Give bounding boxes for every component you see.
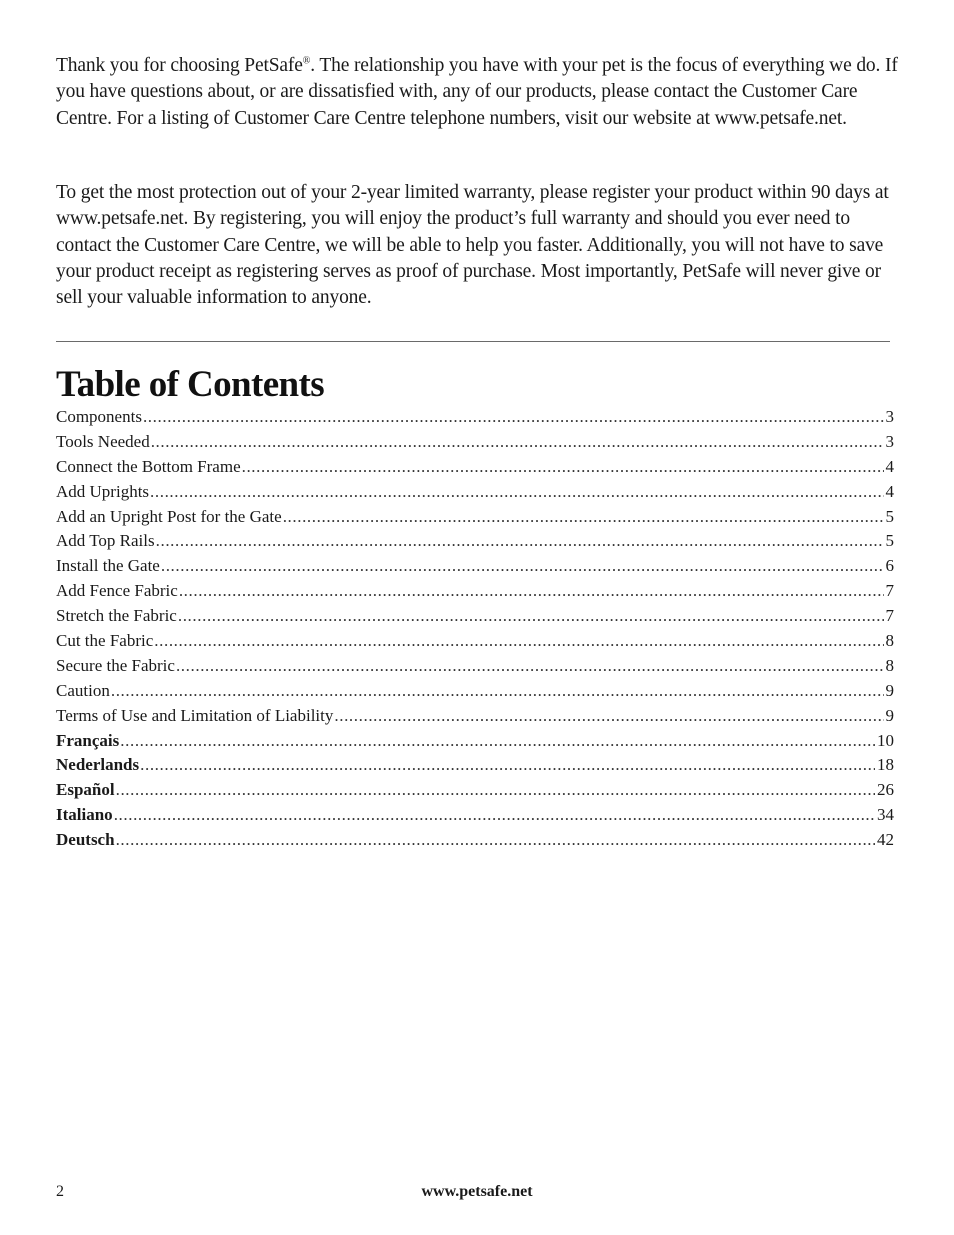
toc-dot-leader bbox=[143, 405, 884, 430]
toc-entry bbox=[56, 778, 894, 803]
toc-list bbox=[56, 405, 894, 853]
toc-dot-leader bbox=[151, 430, 884, 455]
footer-page-number: 2 bbox=[56, 1183, 64, 1200]
toc-dot-leader bbox=[150, 480, 883, 505]
toc-entry bbox=[56, 828, 894, 853]
intro-paragraph-2: To get the most protection out of your 2-year limited warranty, please register your product within 90 days at www.petsafe.net. By registering, you will enjoy the product’s full warranty and should you ever need to contact the Customer Care Centre, we will be able to help you faster. Additionally, you will not have to save your product receipt as registering serves as proof of purchase. Most importantly, PetSafe will never give or sell your valuable information to anyone. bbox=[56, 182, 889, 309]
toc-entry bbox=[56, 505, 894, 530]
toc-entry bbox=[56, 729, 894, 754]
toc-entry-label: Nederlands bbox=[56, 755, 140, 775]
toc-entry-page: 9 bbox=[885, 705, 894, 725]
toc-dot-leader bbox=[116, 828, 875, 853]
toc-entry-page: 34 bbox=[877, 805, 894, 825]
toc-entry bbox=[56, 803, 894, 828]
toc-entry-page: 18 bbox=[877, 755, 894, 775]
toc-entry-page: 3 bbox=[885, 431, 894, 451]
intro-paragraph-1 bbox=[56, 53, 902, 132]
toc-entry bbox=[56, 704, 894, 729]
toc-dot-leader bbox=[140, 753, 875, 778]
toc-entry-page: 26 bbox=[877, 780, 894, 800]
toc-entry bbox=[56, 604, 894, 629]
toc-entry-page: 42 bbox=[877, 830, 894, 850]
toc-entry bbox=[56, 455, 894, 480]
toc-entry-page: 8 bbox=[885, 631, 894, 651]
toc-entry-label: Secure the Fabric bbox=[56, 655, 175, 675]
toc-entry bbox=[56, 629, 894, 654]
toc-dot-leader bbox=[116, 778, 875, 803]
toc-dot-leader bbox=[120, 729, 875, 754]
toc-dot-leader bbox=[161, 554, 884, 579]
toc-entry-page: 5 bbox=[885, 506, 894, 526]
toc-entry-label: Add Uprights bbox=[56, 481, 150, 501]
toc-entry-page: 7 bbox=[885, 606, 894, 626]
toc-dot-leader bbox=[114, 803, 875, 828]
intro-paragraph-1-start: Thank you for choosing PetSafe bbox=[56, 55, 303, 76]
toc-entry-label: Connect the Bottom Frame bbox=[56, 456, 241, 476]
toc-dot-leader bbox=[242, 455, 884, 480]
registered-mark: ® bbox=[302, 55, 311, 67]
toc-entry bbox=[56, 753, 894, 778]
toc-entry-label: Caution bbox=[56, 680, 110, 700]
intro-paragraph-1-rest: . The relationship you have with your pet is the focus of everything we do. If you have questions about, or are dissatisfied with, any of our products, please contact the Customer Care Centre. For a listing of Customer Care Centre telephone numbers, visit our website at www.petsafe.net. bbox=[56, 55, 898, 129]
toc-dot-leader bbox=[179, 579, 884, 604]
toc-entry-label: Deutsch bbox=[56, 830, 115, 850]
toc-entry-label: Tools Needed bbox=[56, 431, 150, 451]
toc-entry-label: Español bbox=[56, 780, 115, 800]
toc-entry-page: 10 bbox=[877, 730, 894, 750]
toc-title: Table of Contents bbox=[56, 364, 325, 405]
toc-entry-label: Install the Gate bbox=[56, 556, 160, 576]
footer-website bbox=[0, 1182, 954, 1202]
toc-entry bbox=[56, 654, 894, 679]
toc-entry bbox=[56, 529, 894, 554]
toc-entry bbox=[56, 480, 894, 505]
footer-website-url: www.petsafe.net bbox=[421, 1183, 533, 1200]
toc-entry-label: Français bbox=[56, 730, 120, 750]
toc-entry-label: Add Top Rails bbox=[56, 531, 155, 551]
toc-dot-leader bbox=[178, 604, 884, 629]
toc-dot-leader bbox=[111, 679, 884, 704]
toc-entry bbox=[56, 579, 894, 604]
toc-entry-label: Components bbox=[56, 407, 142, 426]
toc-entry-page: 7 bbox=[885, 581, 894, 601]
toc-entry bbox=[56, 430, 894, 455]
toc-entry-page: 4 bbox=[885, 481, 894, 501]
toc-entry-page: 9 bbox=[885, 680, 894, 700]
toc-entry-label: Terms of Use and Limitation of Liability bbox=[56, 705, 334, 725]
toc-entry-label: Cut the Fabric bbox=[56, 631, 154, 651]
toc-entry-page: 3 bbox=[885, 407, 894, 426]
toc-entry-page: 6 bbox=[885, 556, 894, 576]
toc-dot-leader bbox=[156, 529, 884, 554]
toc-entry bbox=[56, 679, 894, 704]
toc-entry-page: 5 bbox=[885, 531, 894, 551]
section-divider bbox=[56, 341, 890, 342]
toc-entry-label: Add an Upright Post for the Gate bbox=[56, 506, 282, 526]
toc-dot-leader bbox=[176, 654, 884, 679]
toc-dot-leader bbox=[334, 704, 883, 729]
toc-entry bbox=[56, 405, 894, 430]
toc-entry-label: Add Fence Fabric bbox=[56, 581, 178, 601]
toc-entry-page: 8 bbox=[885, 655, 894, 675]
toc-entry-label: Stretch the Fabric bbox=[56, 606, 177, 626]
toc-entry-label: Italiano bbox=[56, 805, 113, 825]
toc-entry-page: 4 bbox=[885, 456, 894, 476]
toc-dot-leader bbox=[154, 629, 883, 654]
toc-dot-leader bbox=[283, 505, 884, 530]
toc-entry bbox=[56, 554, 894, 579]
